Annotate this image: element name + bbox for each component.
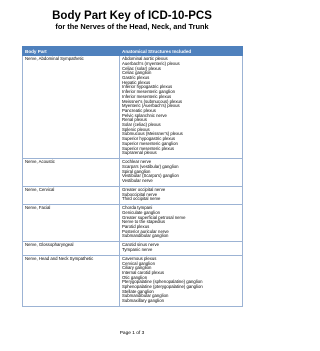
table-row <box>23 242 243 256</box>
body-part-cell: Nerve, Acoustic <box>23 158 120 186</box>
structure-item: Otic ganglion <box>122 274 148 280</box>
body-part-table <box>22 46 243 307</box>
body-part-cell: Nerve, Cervical <box>23 186 120 204</box>
structure-item: Greater occipital nerve <box>122 186 166 192</box>
structure-item: Scarpa's (vestibular) ganglion <box>122 163 179 169</box>
structure-item: Greater superficial petrosal nerve <box>122 214 186 220</box>
structure-item: Tympanic nerve <box>122 246 153 252</box>
body-part-cell: Nerve, Abdominal Sympathetic <box>23 56 120 159</box>
structure-item: Pancreatic plexus <box>122 107 156 113</box>
structures-cell <box>120 56 243 159</box>
column-header-body-part: Body Part <box>23 47 120 56</box>
structure-item: Pterygopalatine (sphenopalatine) ganglion <box>122 279 203 285</box>
structure-item: Hepatic plexus <box>122 79 151 85</box>
structure-item: Splenic plexus <box>122 126 150 132</box>
structure-item: Myenteric (Auerbach's) plexus <box>122 103 180 109</box>
column-header-structures: Anatomical Structures Included <box>120 47 243 56</box>
structure-item: Inferior mesenteric plexus <box>122 93 172 99</box>
structure-item: Renal plexus <box>122 117 147 123</box>
structure-item: Auerbach's (myenteric) plexus <box>122 60 180 66</box>
structure-item: Gastric plexus <box>122 75 150 80</box>
page-number: Page 1 of 3 <box>119 331 145 336</box>
structure-item: Sphenopalatine (pterygopalatine) ganglion <box>122 284 203 290</box>
structure-item: Carotid sinus nerve <box>122 242 160 248</box>
structure-item: Solar (celiac) plexus <box>122 122 161 128</box>
structures-cell <box>120 158 243 186</box>
structure-item: Third occipital nerve <box>122 196 161 202</box>
structure-item: Submandibular ganglion <box>122 233 169 239</box>
structure-item: Cervical ganglion <box>122 260 155 266</box>
structure-item: Posterior auricular nerve <box>122 228 169 234</box>
body-part-cell: Nerve, Glossopharyngeal <box>23 242 120 256</box>
structure-item: Cavernous plexus <box>122 255 157 261</box>
body-part-table-container <box>22 46 242 307</box>
structure-item: Celiac (solar) plexus <box>122 65 161 71</box>
structure-item: Celiac ganglion <box>122 70 152 76</box>
structure-item: Suboccipital nerve <box>122 191 158 197</box>
table-row <box>23 186 243 204</box>
structure-item: Superior hypogastric plexus <box>122 136 176 142</box>
structure-item: Pelvic splanchnic nerve <box>122 112 167 118</box>
structure-item: Submandibular ganglion <box>122 293 169 299</box>
structure-item: Inferior hypogastric plexus <box>122 84 173 90</box>
table-row <box>23 255 243 306</box>
structure-item: Chorda tympani <box>122 205 153 211</box>
structure-item: Abdominal aortic plexus <box>122 56 168 62</box>
structures-cell <box>120 186 243 204</box>
structures-cell <box>120 204 243 241</box>
table-header-row <box>23 47 243 56</box>
structure-item: Cochlear nerve <box>122 159 152 165</box>
body-part-cell: Nerve, Facial <box>23 204 120 241</box>
structure-item: Submaxillary ganglion <box>122 298 165 304</box>
table-body <box>23 56 243 307</box>
table-row <box>23 204 243 241</box>
structure-item: Vestibular (Scarpa's) ganglion <box>122 173 179 179</box>
body-part-cell: Nerve, Head and Neck Sympathetic <box>23 255 120 306</box>
structure-item: Ciliary ganglion <box>122 265 152 271</box>
page-title: Body Part Key of ICD-10-PCS <box>52 10 212 22</box>
structure-item: Superior mesenteric ganglion <box>122 140 178 146</box>
structure-item: Nerve to the stapedius <box>122 219 165 225</box>
structure-item: Stellate ganglion <box>122 288 154 294</box>
structure-item: Superior mesenteric plexus <box>122 145 175 151</box>
structure-item: Geniculate ganglion <box>122 209 160 215</box>
structure-item: Submucous (Meissner's) plexus <box>122 131 183 137</box>
structure-item: Spiral ganglion <box>122 168 151 174</box>
structures-cell <box>120 242 243 256</box>
structure-item: Inferior mesenteric ganglion <box>122 89 176 95</box>
structures-cell <box>120 255 243 306</box>
structure-item: Parotid plexus <box>122 223 150 229</box>
table-row <box>23 158 243 186</box>
structure-item: Meissner's (submucous) plexus <box>122 98 183 104</box>
structure-item: Internal carotid plexus <box>122 269 165 275</box>
table-row <box>23 56 243 159</box>
structure-item: Suprarenal plexus <box>122 150 157 156</box>
page-subtitle: for the Nerves of the Head, Neck, and Trunk <box>55 22 209 31</box>
structure-item: Vestibular nerve <box>122 177 153 183</box>
